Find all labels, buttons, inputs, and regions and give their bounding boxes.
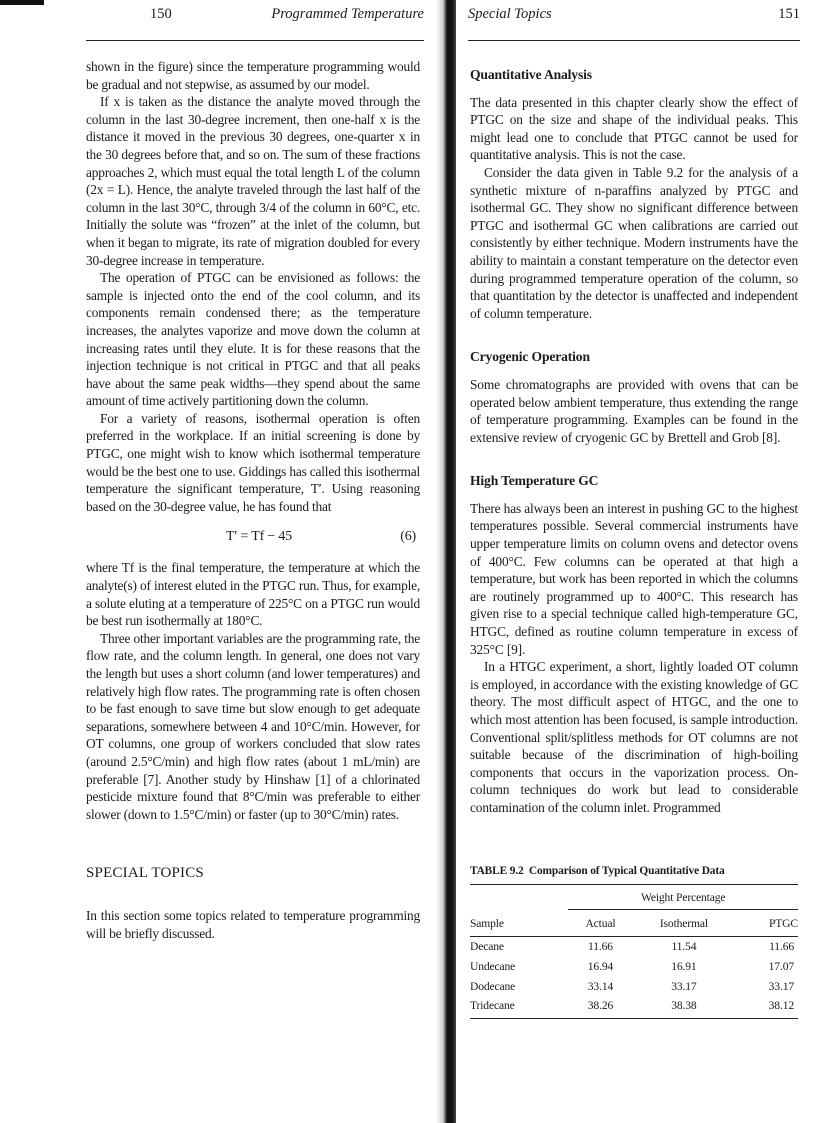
table-header-row [470,909,798,937]
table-cell: 33.17 [671,979,697,993]
table-cell: 11.66 [588,940,613,954]
right-body [470,66,798,1019]
table-cell: Dodecane [470,979,516,993]
paragraph: In a HTGC experiment, a short, lightly loaded OT column is employed, in accordance with the existing knowledge of GC theory. The most difficult aspect of HTGC, and the one to which most attention has been focused, is sample introduction. Conventional split/splitless methods for OT columns are not suitable because of the discrimination of high-boiling components that occurs in the vaporization process. On-column techniques do work but lead to considerable contamination of the column inlet. Programmed [470,659,798,815]
right-header-rule [468,40,800,41]
left-body [86,58,420,942]
paragraph: where Tf is the final temperature, the temperature at which the analyte(s) of interest eluted in the PTGC run. Thus, for example, a solute eluting at a temperature of 225°C on a PTGC run would be best run isothermally at 180°C. [86,560,420,629]
paragraph: There has always been an interest in pushing GC to the highest temperatures possible. Several commercial instruments have upper temperature limits on column ovens and detector ovens of 400°C. Few columns can be operated at that high a temperature, but work has been reported in which the columns are routinely programmed up to 400°C. This research has given rise to a special technique called high-temperature GC, HTGC, defined as routine column temperature in excess of 325°C [9]. [470,500,798,657]
paragraph: The data presented in this chapter clearly show the effect of PTGC on the size and shape of the individual peaks. This might lead one to conclude that PTGC cannot be used for quantitative analysis. This is not the case. [470,94,798,163]
left-page-number: 150 [150,6,172,22]
right-page [458,0,816,1123]
table-header: PTGC [735,909,798,937]
subsection-heading: Quantitative Analysis [470,67,592,82]
table-cell: Undecane [470,959,516,973]
paragraph: For a variety of reasons, isothermal operation is often preferred in the workplace. If an initial screening is done by PTGC, one might wish to know which isothermal temperature would be the best one to use. Giddings has called this isothermal temperature the significant temperature, T′. Using reasoning based on the 30-degree value, he has found that [86,410,420,514]
equation: T′ = Tf − 45 [226,529,292,545]
paragraph: If x is taken as the distance the analyte moved through the column in the last 30-degree increment, then one-half x is the distance it moved in the previous 30 degrees, one-quarter x in the 30 degrees before that, and so on. The sum of these fractions approaches 2, which must equal the total length L of the column (2x = L). Hence, the analyte traveled through the last half of the column in the last 30°C, through 3/4 of the column in 60°C, etc. Initially the solute was “frozen” at the inlet of the column, but when it began to migrate, its rate of migration doubled for every 30-degree increase in temperature. [86,94,420,268]
table-cell: 11.54 [671,940,697,954]
table-super-header: Weight Percentage [568,885,798,909]
left-header-rule [86,40,424,41]
table-cell: 33.17 [768,979,794,993]
table-cell: 38.38 [633,996,736,1018]
table-cell: 38.12 [735,996,798,1018]
table-header: Actual [568,909,632,937]
table-cell: 38.26 [568,996,632,1018]
table-cell: 17.07 [768,959,794,973]
subsection-heading: High Temperature GC [470,473,599,489]
table-cell: 33.14 [587,979,614,993]
table-header: Sample [470,909,568,937]
equation-number: (6) [400,529,416,545]
table-row [470,957,798,977]
paragraph: In this section some topics related to temperature programming will be briefly discussed. [86,907,420,941]
paragraph: shown in the figure) since the temperature programming would be gradual and not stepwise, as assumed by our model. [86,59,420,92]
right-running-title: Special Topics [468,6,552,22]
equation-row [86,515,420,559]
table-cell: 11.66 [769,940,794,954]
paragraph: Some chromatographs are provided with ovens that can be operated below ambient temperature, thus extending the range of temperature programming. Examples can be found in the extensive review of cryogenic GC by Brettell and Grob [8]. [470,376,798,445]
table-cell: Decane [470,940,504,954]
table-label: TABLE 9.2 [470,864,524,877]
table-cell: 16.91 [671,959,697,973]
table-row [470,937,798,957]
left-running-title: Programmed Temperature [271,6,424,22]
right-page-number: 151 [778,6,800,22]
paragraph: Three other important variables are the programming rate, the flow rate, and the column length. In general, one does not vary the length but uses a short column (and lower temperatures) and relatively high flow rates. The programming rate is often chosen to be fast enough to save time but slow enough to get adequate separations, somewhere between 4 and 10°C/min. However, for OT columns, one group of workers concluded that slow rates (around 2.5°C/min) and high flow rates (about 1 mL/min) are preferable [7]. Another study by Hinshaw [1] of a chlorinated pesticide mixture found that 8°C/min was preferable to either slower (down to 1.5°C/min) or faster (up to 30°C/min) rates. [86,630,420,822]
table-row [470,996,798,1018]
table-super-header-row [470,885,798,909]
table-caption [470,863,798,881]
table-cell: Tridecane [470,996,568,1018]
table-header: Isothermal [633,909,736,937]
subsection-heading: Cryogenic Operation [470,349,590,365]
paragraph: The operation of PTGC can be envisioned as follows: the sample is injected onto the end of the cool column, and its components remain condensed there; as the temperature increases, the analytes vaporize and move down the column at increasing rates until they elute. It is for these reasons that the injection technique is not critical in PTGC and that all peaks have about the same peak widths—they spend about the same amount of time actively partitioning down the column. [86,270,420,409]
table-cell: 16.94 [587,959,614,973]
data-table [470,884,798,1019]
table-row [470,977,798,997]
paragraph: Consider the data given in Table 9.2 for the analysis of a synthetic mixture of n-paraffins analyzed by PTGC and isothermal GC. They show no significant difference between PTGC and isothermal GC when calibrations are carried out consistently by either technique. Modern instruments have the ability to maintain a constant temperature on the detector even during programmed temperature operation of the column, so that quantitation by the detector is unaffected and independent of column temperature. [470,164,798,321]
table-caption-text: Comparison of Typical Quantitative Data [528,864,725,877]
section-heading: SPECIAL TOPICS [86,865,204,882]
book-gutter [436,0,456,1123]
